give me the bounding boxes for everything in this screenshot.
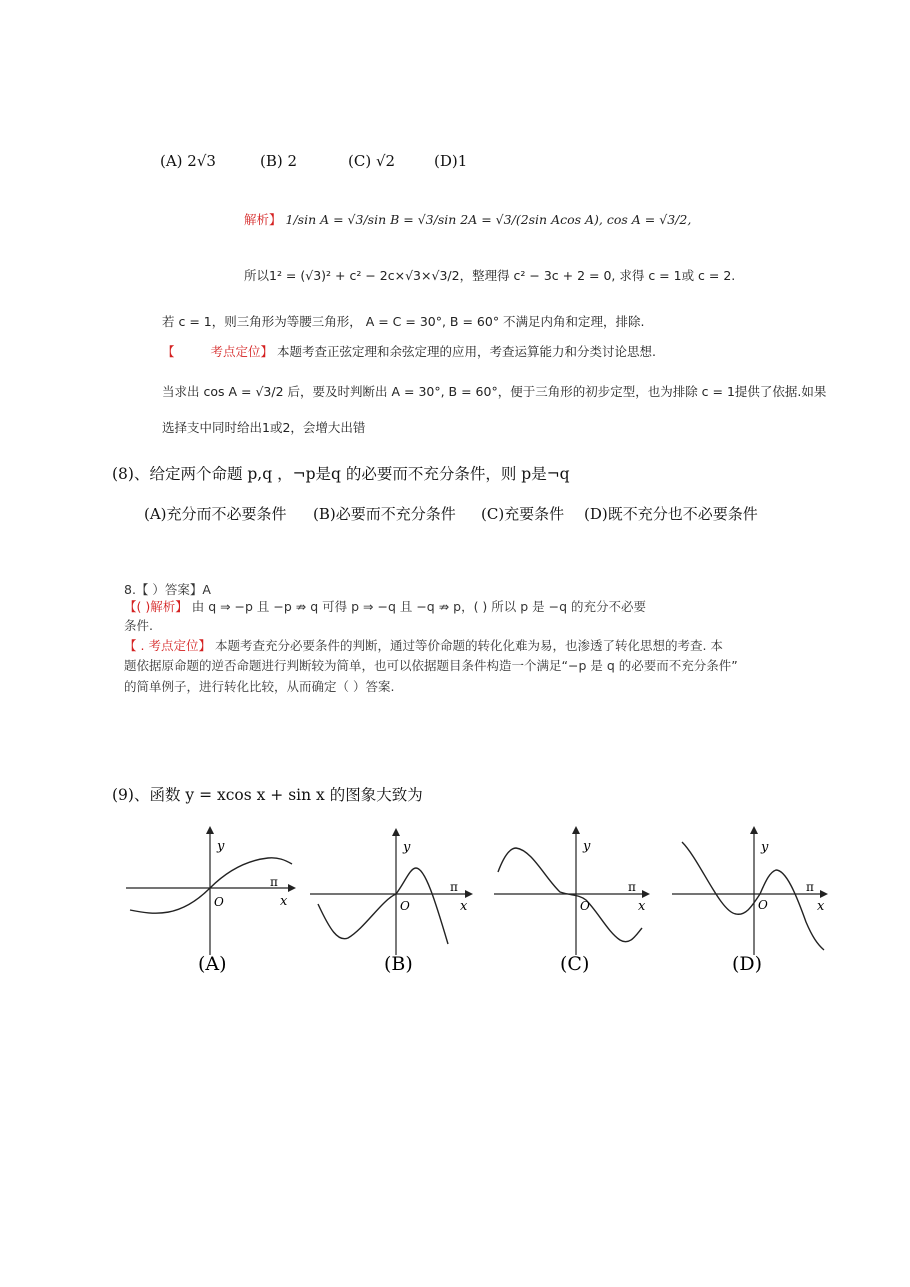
- q8-option-b: (B)必要而不充分条件: [313, 505, 456, 523]
- graph-b-pi: π: [450, 880, 458, 894]
- q7-solution-line6: 选择支中同时给出1或2，会增大出错: [162, 420, 366, 435]
- q9-graphs: [120, 820, 830, 985]
- q8-option-a: (A)充分而不必要条件: [144, 505, 287, 523]
- graph-d-curve: [682, 842, 824, 950]
- q8-option-d: (D)既不充分也不必要条件: [584, 505, 758, 523]
- q7-option-a: (A) 2√3: [160, 152, 216, 170]
- graph-b-curve: [318, 868, 448, 944]
- graph-c-x-label: x: [638, 899, 646, 914]
- graph-d-pi: π: [806, 880, 814, 894]
- graph-b-y-arrow: [392, 828, 400, 836]
- graph-c-pi: π: [628, 880, 636, 894]
- graph-d-x-label: x: [817, 899, 825, 914]
- graph-c-label: (C): [560, 953, 590, 975]
- q8-kd-line: [124, 636, 723, 654]
- q8-kd-cont1: 题依据原命题的逆否命题进行判断较为简单，也可以依据题目条件构造一个满足“−p 是 q 的必要而不充分条件”: [124, 658, 738, 673]
- q8-answer-line: 8.【 ）答案】A: [124, 582, 211, 597]
- graph-b-x-label: x: [460, 899, 468, 914]
- q7-kd-label: 考点定位】: [210, 344, 273, 359]
- q7-option-d: (D)1: [434, 152, 468, 170]
- graph-c-curve: [498, 848, 642, 942]
- q7-option-b: (B) 2: [260, 152, 298, 170]
- q7-kd-bracket: 【: [162, 344, 175, 359]
- graph-d-x-arrow: [820, 890, 828, 898]
- graph-b-label: (B): [384, 953, 413, 975]
- q8-analysis-cont: 条件.: [124, 618, 153, 633]
- graph-b: [310, 828, 473, 975]
- graph-d-y-label: y: [761, 840, 769, 855]
- graph-c-y-arrow: [572, 826, 580, 834]
- q8-analysis-text: 由 q ⇒ −p 且 −p ⇏ q 可得 p ⇒ −q 且 −q ⇏ p，( ) 所以 p 是 −q 的充分不必要: [191, 599, 647, 614]
- q7-solution-label: 解析】: [244, 212, 282, 227]
- graph-b-x-arrow: [465, 890, 473, 898]
- q7-option-c: (C) √2: [348, 152, 396, 170]
- q8-kd-cont2: 的简单例子，进行转化比较，从而确定（ ）答案.: [124, 679, 395, 694]
- graph-c: [494, 826, 650, 975]
- q8-analysis-label: 【( )解析】: [124, 599, 188, 614]
- q7-kd-text: 本题考查正弦定理和余弦定理的应用，考查运算能力和分类讨论思想.: [276, 344, 656, 359]
- graph-d-label: (D): [732, 953, 763, 975]
- graph-a-curve: [130, 858, 292, 913]
- q8-kd-prefix: 【 .: [124, 638, 145, 653]
- q8-question: (8)、给定两个命题 p,q ，¬p是q 的必要而不充分条件，则 p是¬q: [112, 465, 570, 483]
- graph-c-y-label: y: [583, 839, 591, 854]
- q7-solution-line3: 若 c = 1，则三角形为等腰三角形， A = C = 30°, B = 60° 不满足内角和定理，排除.: [162, 314, 645, 329]
- graph-a-origin: O: [214, 895, 224, 909]
- q8-option-c: (C)充要条件: [481, 505, 565, 523]
- graph-d-origin: O: [758, 898, 768, 912]
- graph-b-y-label: y: [403, 840, 411, 855]
- graph-c-origin: O: [580, 899, 590, 913]
- graph-a-x-label: x: [280, 894, 288, 909]
- q7-solution-formula1: 1/sin A = √3/sin B = √3/sin 2A = √3/(2sin Acos A), cos A = √3/2,: [285, 212, 692, 227]
- q8-kd-label: 考点定位】: [148, 638, 211, 653]
- q8-analysis-line: [124, 597, 646, 615]
- graph-c-x-arrow: [642, 890, 650, 898]
- graph-a: [126, 826, 296, 975]
- q7-solution-line1: [244, 210, 691, 228]
- graph-d-y-arrow: [750, 826, 758, 834]
- q9-question: (9)、函数 y = xcos x + sin x 的图象大致为: [112, 786, 423, 804]
- graph-a-y-label: y: [217, 839, 225, 854]
- graph-d: [672, 826, 828, 975]
- q7-solution-line2: 所以1² = (√3)² + c² − 2c×√3×√3/2，整理得 c² − 3c + 2 = 0, 求得 c = 1或 c = 2.: [244, 268, 736, 283]
- graph-a-label: (A): [198, 953, 227, 975]
- graph-b-origin: O: [400, 899, 410, 913]
- graph-a-x-arrow: [288, 884, 296, 892]
- graph-a-y-arrow: [206, 826, 214, 834]
- q7-kd-line: [162, 342, 656, 360]
- q8-kd-text: 本题考查充分必要条件的判断，通过等价命题的转化化难为易，也渗透了转化思想的考查. 本: [214, 638, 723, 653]
- graph-a-pi: π: [270, 875, 278, 889]
- q7-solution-line5: 当求出 cos A = √3/2 后，要及时判断出 A = 30°, B = 60°，便于三角形的初步定型，也为排除 c = 1提供了依据.如果: [162, 384, 827, 399]
